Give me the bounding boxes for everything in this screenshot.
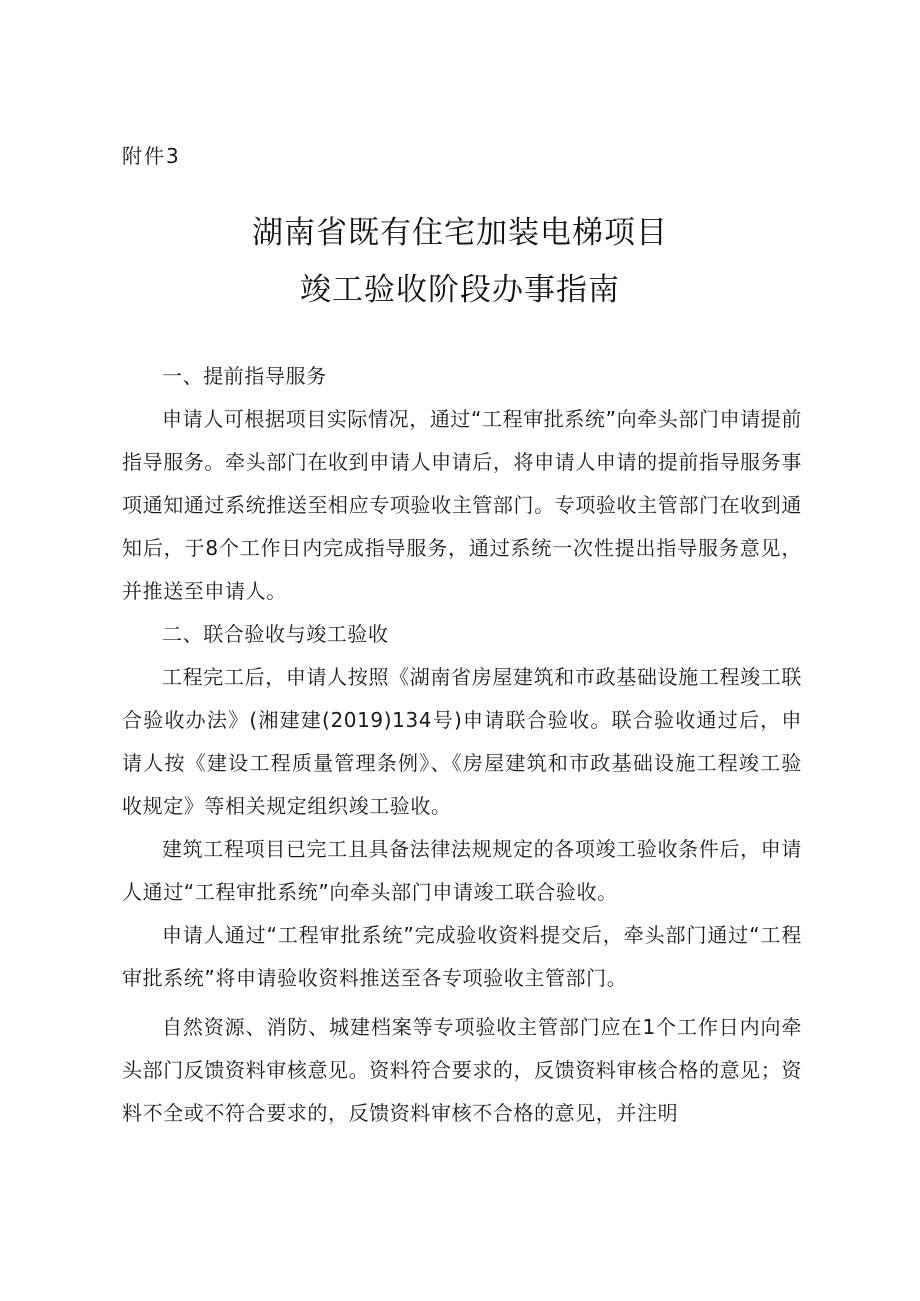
attachment-label: 附件3 xyxy=(122,144,181,168)
section-heading: 一、提前指导服务 xyxy=(162,364,327,388)
section-heading: 二、联合验收与竣工验收 xyxy=(162,622,389,646)
paragraph: 申请人通过“工程审批系统”完成验收资料提交后，牵头部门通过“工程审批系统”将申请验收资料推送至各专项验收主管部门。 xyxy=(122,923,802,990)
document-title-line2: 竣工验收阶段办事指南 xyxy=(300,272,620,308)
paragraph: 工程完工后，申请人按照《湖南省房屋建筑和市政基础设施工程竣工联合验收办法》(湘建建(2019)134号)申请联合验收。联合验收通过后，申请人按《建设工程质量管理条例》、《房屋建筑和市政基础设施工程竣工验收规定》等相关规定组织竣工验收。 xyxy=(122,665,802,818)
document-body xyxy=(122,355,802,1135)
paragraph: 自然资源、消防、城建档案等专项验收主管部门应在1个工作日内向牵头部门反馈资料审核意见。资料符合要求的，反馈资料审核合格的意见；资料不全或不符合要求的，反馈资料审核不合格的意见，并注明 xyxy=(122,1015,802,1125)
paragraph: 建筑工程项目已完工且具备法律法规规定的各项竣工验收条件后，申请人通过“工程审批系统”向牵头部门申请竣工联合验收。 xyxy=(122,837,802,904)
document-title-line1: 湖南省既有住宅加装电梯项目 xyxy=(252,215,668,251)
paragraph: 申请人可根据项目实际情况，通过“工程审批系统”向牵头部门申请提前指导服务。牵头部门在收到申请人申请后，将申请人申请的提前指导服务事项通知通过系统推送至相应专项验收主管部门。专项验收主管部门在收到通知后，于8个工作日内完成指导服务，通过系统一次性提出指导服务意见，并推送至申请人。 xyxy=(122,407,802,603)
